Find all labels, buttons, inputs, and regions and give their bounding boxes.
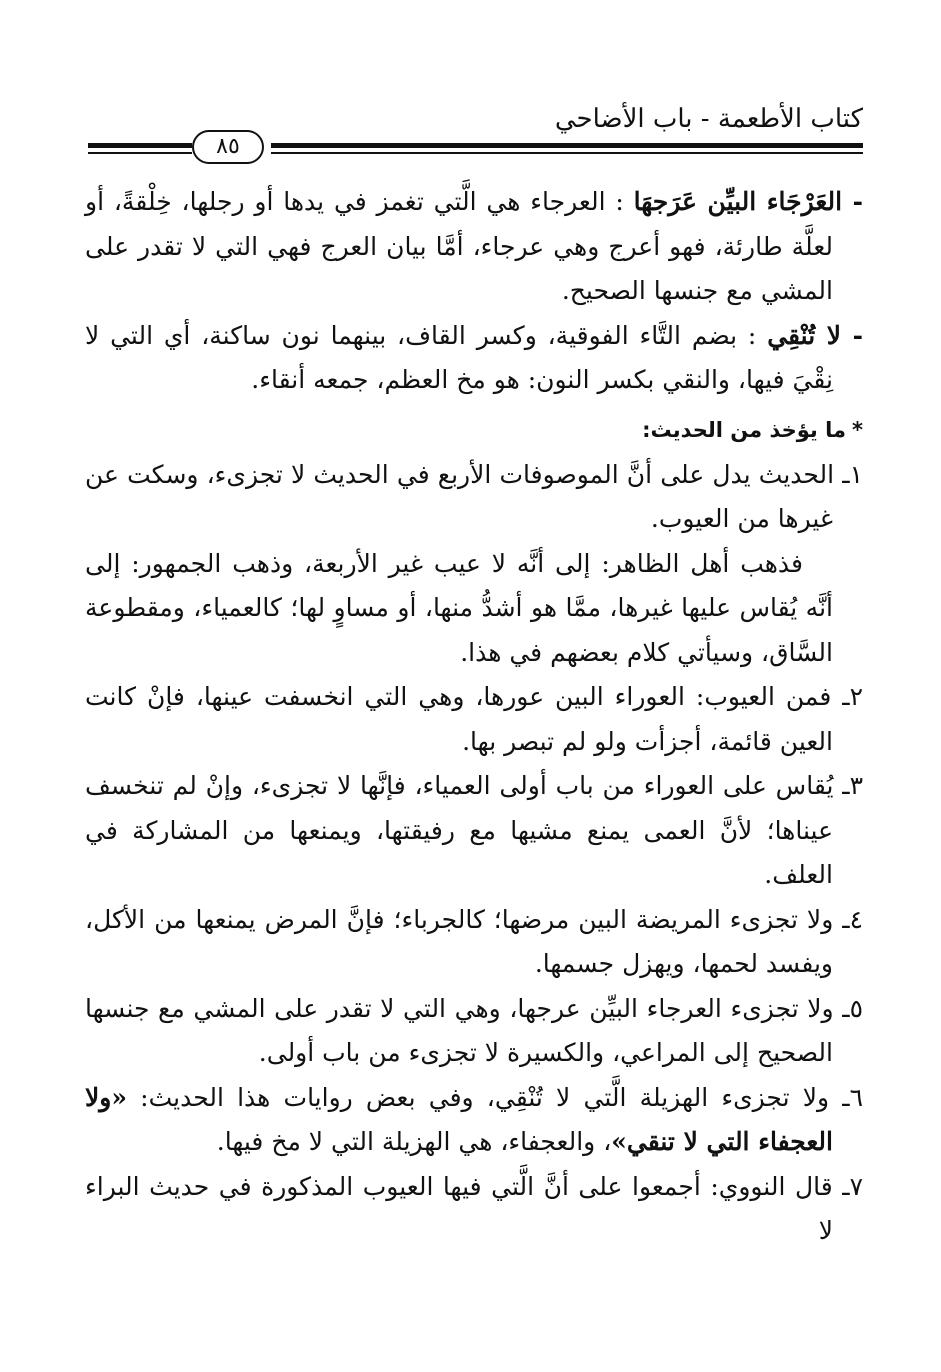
- point-2: ٢ـ فمن العيوب: العوراء البين عورها، وهي التي انخسفت عينها، فإنْ كانت العين قائمة، أجزأت ولو لم تبصر بها.: [85, 682, 863, 756]
- glossary-term: - لا تُنْقِي: [767, 320, 863, 350]
- point-1-continuation: فذهب أهل الظاهر: إلى أنَّه لا عيب غير الأربعة، وذهب الجمهور: إلى أنَّه يُقاس عليها غيرها، ممَّا هو أشدُّ منها، أو مساوٍ لها؛ كالعمياء، ومقطوعة السَّاق، وسيأتي كلام بعضهم في هذا.: [85, 548, 833, 667]
- point-7: ٧ـ قال النووي: أجمعوا على أنَّ الَّتي فيها العيوب المذكورة في حديث البراء لا: [85, 1171, 863, 1245]
- section-heading: [85, 411, 863, 449]
- section-heading-text: ما يؤخذ من الحديث:: [642, 417, 847, 442]
- glossary-definition: : بضم التَّاء الفوقية، وكسر القاف، بينهما نون ساكنة، أي التي لا نِقْيَ فيها، والنقي بكسر النون: هو مخ العظم، جمعه أنقاء.: [85, 320, 833, 394]
- glossary-entry-lame: [85, 180, 863, 314]
- point-6-text: ٦ـ ولا تجزىء الهزيلة الَّتي لا تُنْقِي، وفي بعض روايات هذا الحديث:: [126, 1082, 863, 1112]
- header-rule-thick-left: [88, 143, 192, 148]
- point-1: ١ـ الحديث يدل على أنَّ الموصوفات الأربع في الحديث لا تجزىء، وسكت عن غيرها من العيوب.: [85, 459, 863, 533]
- header-rule-thin-left: [88, 152, 192, 154]
- header-rule-thick-right: [271, 143, 863, 148]
- point-5: ٥ـ ولا تجزىء العرجاء البيِّن عرجها، وهي التي لا تقدر على المشي مع جنسها الصحيح إلى المراعي، والكسيرة لا تجزىء من باب أولى.: [85, 993, 863, 1067]
- glossary-term: - العَرْجَاء البيِّن عَرَجهَا: [633, 187, 864, 216]
- glossary-definition: : العرجاء هي الَّتي تغمز في يدها أو رجلها، خِلْقةً، أو لعلَّة طارئة، فهو أعرج وهي عرجاء، أمَّا بيان العرج فهي التي لا تقدر على المشي مع جنسها الصحيح.: [85, 187, 833, 305]
- point-3: ٣ـ يُقاس على العوراء من باب أولى العمياء، فإنَّها لا تجزىء، وإنْ لم تنخسف عيناها؛ لأنَّ العمى يمنع مشيها مع رفيقتها، ويمنعها من المشاركة في العلف.: [85, 771, 863, 889]
- glossary-entry-no-marrow: [85, 314, 863, 403]
- point-6-hadith-quote: «ولا العجفاء التي لا تنقي»: [85, 1082, 833, 1156]
- running-header-title: كتاب الأطعمة - باب الأضاحي: [554, 104, 863, 134]
- point-6-text-end: ، والعجفاء، هي الهزيلة التي لا مخ فيها.: [216, 1127, 612, 1156]
- header-rule-thin-right: [271, 152, 863, 154]
- point-4: ٤ـ ولا تجزىء المريضة البين مرضها؛ كالجرباء؛ فإنَّ المرض يمنعها من الأكل، ويفسد لحمها، ويهزل جسمها.: [85, 904, 863, 978]
- page-number: ٨٥: [192, 130, 264, 164]
- star-marker: *: [852, 417, 863, 442]
- point-6: [85, 1076, 863, 1165]
- page-content: [85, 180, 863, 1254]
